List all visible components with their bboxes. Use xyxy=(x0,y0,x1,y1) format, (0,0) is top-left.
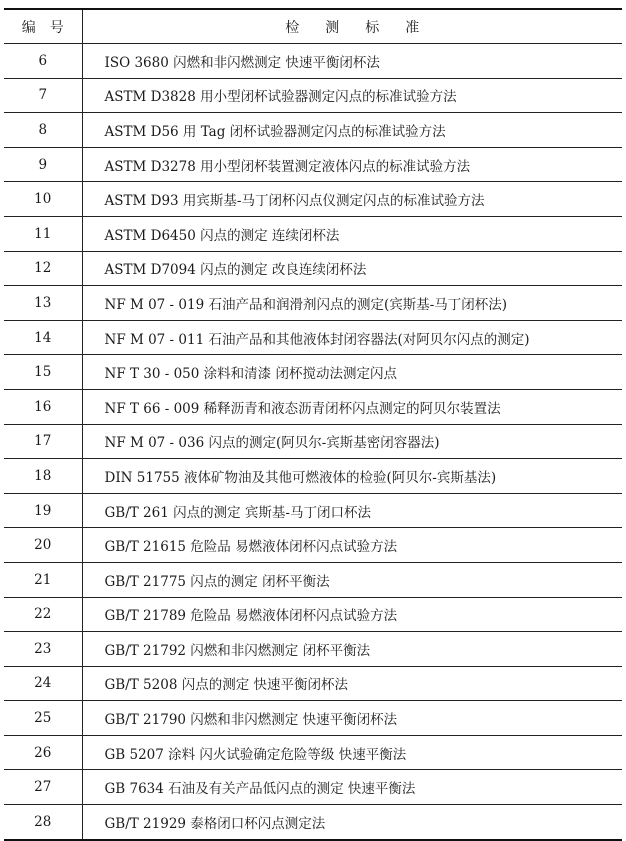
table-row xyxy=(4,459,622,494)
row-number: 20 xyxy=(4,528,82,563)
table-body xyxy=(4,44,622,840)
row-number: 19 xyxy=(4,493,82,528)
row-number: 15 xyxy=(4,355,82,390)
table-row xyxy=(4,251,622,286)
standard-name: ASTM D7094 闪点的测定 改良连续闭杯法 xyxy=(82,251,622,286)
table-row xyxy=(4,528,622,563)
table-row xyxy=(4,216,622,251)
table-row xyxy=(4,424,622,459)
table-row xyxy=(4,562,622,597)
standard-name: GB/T 5208 闪点的测定 快速平衡闭杯法 xyxy=(82,666,622,701)
row-number: 14 xyxy=(4,320,82,355)
standard-name: NF M 07 - 036 闪点的测定(阿贝尔-宾斯基密闭容器法) xyxy=(82,424,622,459)
row-number: 26 xyxy=(4,735,82,770)
standard-name: NF T 66 - 009 稀释沥青和液态沥青闭杯闪点测定的阿贝尔装置法 xyxy=(82,389,622,424)
row-number: 12 xyxy=(4,251,82,286)
standard-name: NF T 30 - 050 涂料和清漆 闭杯搅动法测定闪点 xyxy=(82,355,622,390)
column-header-number: 编号 xyxy=(4,9,82,44)
table-row xyxy=(4,701,622,736)
standard-name: GB/T 21615 危险品 易燃液体闭杯闪点试验方法 xyxy=(82,528,622,563)
row-number: 16 xyxy=(4,389,82,424)
row-number: 25 xyxy=(4,701,82,736)
row-number: 13 xyxy=(4,286,82,321)
row-number: 22 xyxy=(4,597,82,632)
header-row xyxy=(4,9,622,44)
table-row xyxy=(4,735,622,770)
standard-name: GB 5207 涂料 闪火试验确定危险等级 快速平衡法 xyxy=(82,735,622,770)
table-row xyxy=(4,666,622,701)
row-number: 27 xyxy=(4,770,82,805)
table-row xyxy=(4,355,622,390)
standard-name: ASTM D56 用 Tag 闭杯试验器测定闪点的标准试验方法 xyxy=(82,113,622,148)
row-number: 17 xyxy=(4,424,82,459)
standard-name: DIN 51755 液体矿物油及其他可燃液体的检验(阿贝尔-宾斯基法) xyxy=(82,459,622,494)
table-row xyxy=(4,493,622,528)
table-row xyxy=(4,632,622,667)
standard-name: ASTM D3278 用小型闭杯装置测定液体闪点的标准试验方法 xyxy=(82,147,622,182)
row-number: 24 xyxy=(4,666,82,701)
standard-name: NF M 07 - 019 石油产品和润滑剂闪点的测定(宾斯基-马丁闭杯法) xyxy=(82,286,622,321)
row-number: 9 xyxy=(4,147,82,182)
row-number: 21 xyxy=(4,562,82,597)
table-row xyxy=(4,147,622,182)
table-row xyxy=(4,78,622,113)
table-header xyxy=(4,9,622,44)
row-number: 8 xyxy=(4,113,82,148)
column-header-standard: 检测标准 xyxy=(82,9,622,44)
standard-name: GB 7634 石油及有关产品低闪点的测定 快速平衡法 xyxy=(82,770,622,805)
row-number: 7 xyxy=(4,78,82,113)
standard-name: GB/T 261 闪点的测定 宾斯基-马丁闭口杯法 xyxy=(82,493,622,528)
row-number: 28 xyxy=(4,805,82,840)
table-row xyxy=(4,320,622,355)
standard-name: ASTM D3828 用小型闭杯试验器测定闪点的标准试验方法 xyxy=(82,78,622,113)
table-row xyxy=(4,286,622,321)
table-row xyxy=(4,805,622,840)
table-row xyxy=(4,597,622,632)
standard-name: GB/T 21775 闪点的测定 闭杯平衡法 xyxy=(82,562,622,597)
table-row xyxy=(4,770,622,805)
standard-name: GB/T 21789 危险品 易燃液体闭杯闪点试验方法 xyxy=(82,597,622,632)
standard-name: ASTM D93 用宾斯基-马丁闭杯闪点仪测定闪点的标准试验方法 xyxy=(82,182,622,217)
standard-name: GB/T 21929 泰格闭口杯闪点测定法 xyxy=(82,805,622,840)
table-row xyxy=(4,182,622,217)
row-number: 23 xyxy=(4,632,82,667)
table-row xyxy=(4,389,622,424)
standard-name: GB/T 21792 闪燃和非闪燃测定 闭杯平衡法 xyxy=(82,632,622,667)
standard-name: NF M 07 - 011 石油产品和其他液体封闭容器法(对阿贝尔闪点的测定) xyxy=(82,320,622,355)
row-number: 10 xyxy=(4,182,82,217)
standard-name: ISO 3680 闪燃和非闪燃测定 快速平衡闭杯法 xyxy=(82,44,622,79)
row-number: 6 xyxy=(4,44,82,79)
row-number: 11 xyxy=(4,216,82,251)
standard-name: ASTM D6450 闪点的测定 连续闭杯法 xyxy=(82,216,622,251)
row-number: 18 xyxy=(4,459,82,494)
standard-name: GB/T 21790 闪燃和非闪燃测定 快速平衡闭杯法 xyxy=(82,701,622,736)
standards-table xyxy=(4,8,622,841)
table-row xyxy=(4,44,622,79)
table-row xyxy=(4,113,622,148)
